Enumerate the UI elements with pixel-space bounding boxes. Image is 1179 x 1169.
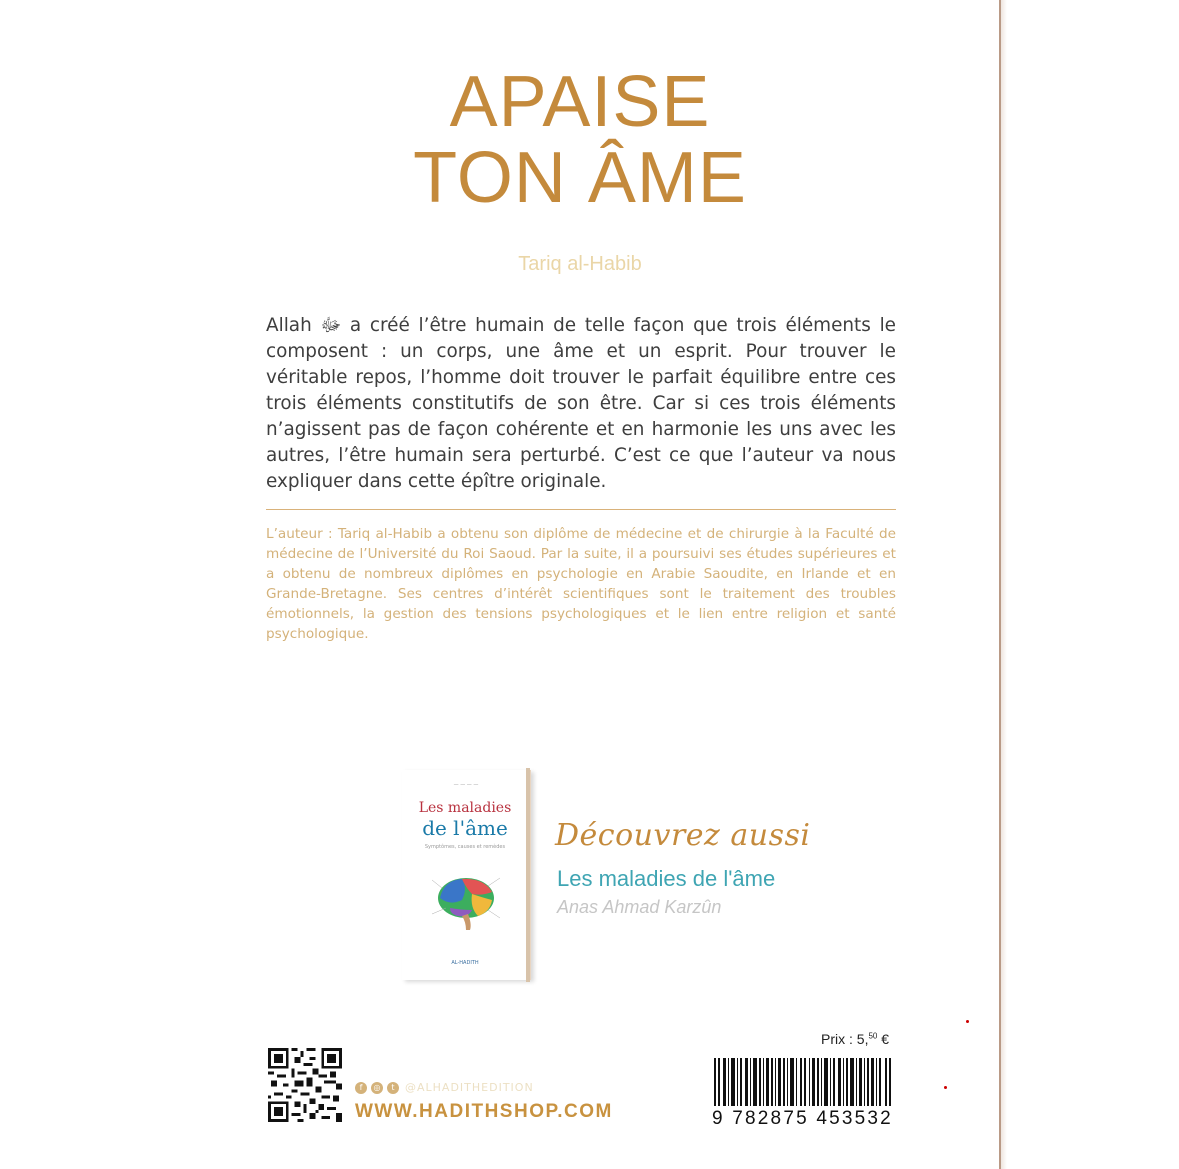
divider-rule xyxy=(266,509,896,510)
website-link[interactable]: WWW.HADITHSHOP.COM xyxy=(355,1101,613,1122)
title-line-1: APAISE xyxy=(449,62,711,142)
book-cover-publisher: AL-HADITH xyxy=(451,960,479,966)
book-cover-subtitle: Symptômes, causes et remèdes xyxy=(424,844,506,850)
price xyxy=(821,1031,889,1047)
brain-illustration xyxy=(432,870,500,932)
scan-speck xyxy=(944,1086,947,1089)
blurb-paragraph: Allah ﷻ a créé l’être humain de telle façon que trois éléments le composent : un corps, une âme et un esprit. Pour trouver le véritable repos, l’homme doit trouver le parfait équilibre entre ces trois éléments constitutifs de son être. Car si ces trois éléments n’agissent pas de façon cohérente et en harmonie les uns avec les autres, l’être humain sera perturbé. C’est ce que l’auteur va nous expliquer dans cette épître originale. xyxy=(266,315,896,492)
scan-speck xyxy=(966,1020,969,1023)
qr-code xyxy=(268,1048,342,1122)
social-icons xyxy=(355,1082,399,1094)
promo-book-cover xyxy=(402,770,531,980)
discover-heading: Découvrez aussi xyxy=(555,818,811,853)
price-label: Prix : 5, xyxy=(821,1031,869,1047)
instagram-icon[interactable]: ◎ xyxy=(371,1082,383,1094)
book-cover-author-small: — — — — xyxy=(453,782,479,788)
author-name: Tariq al-Habib xyxy=(518,253,642,275)
social-handle: @ALHADITHEDITION xyxy=(405,1081,534,1094)
twitter-icon[interactable]: t xyxy=(387,1082,399,1094)
title-line-2: TON ÂME xyxy=(413,138,747,218)
book-cover-title-2: de l'âme xyxy=(422,816,508,840)
author-bio: L’auteur : Tariq al-Habib a obtenu son diplôme de médecine et de chirurgie à la Faculté de médecine de l’Université du Roi Saoud. Par la suite, il a poursuivi ses études supérieures et a obtenu de nombreux diplômes en psychologie en Arabie Saoudite, en Irlande et en Grande-Bretagne. Ses centres d’intérêt scientifiques sont le traitement des troubles émotionnels, la gestion des tensions psychologiques et le lien entre religion et santé psychologique. xyxy=(266,526,896,642)
facebook-icon[interactable]: f xyxy=(355,1082,367,1094)
price-currency: € xyxy=(877,1031,890,1047)
book-cover-title-1: Les maladies xyxy=(418,800,512,816)
discover-book-author: Anas Ahmad Karzûn xyxy=(557,897,722,917)
discover-book-title: Les maladies de l'âme xyxy=(557,866,776,891)
price-cents: 50 xyxy=(868,1031,878,1041)
book-spine xyxy=(526,768,530,982)
isbn-number: 9 782875 453532 xyxy=(712,1108,893,1129)
page-edge-shadow xyxy=(1001,0,1007,1169)
